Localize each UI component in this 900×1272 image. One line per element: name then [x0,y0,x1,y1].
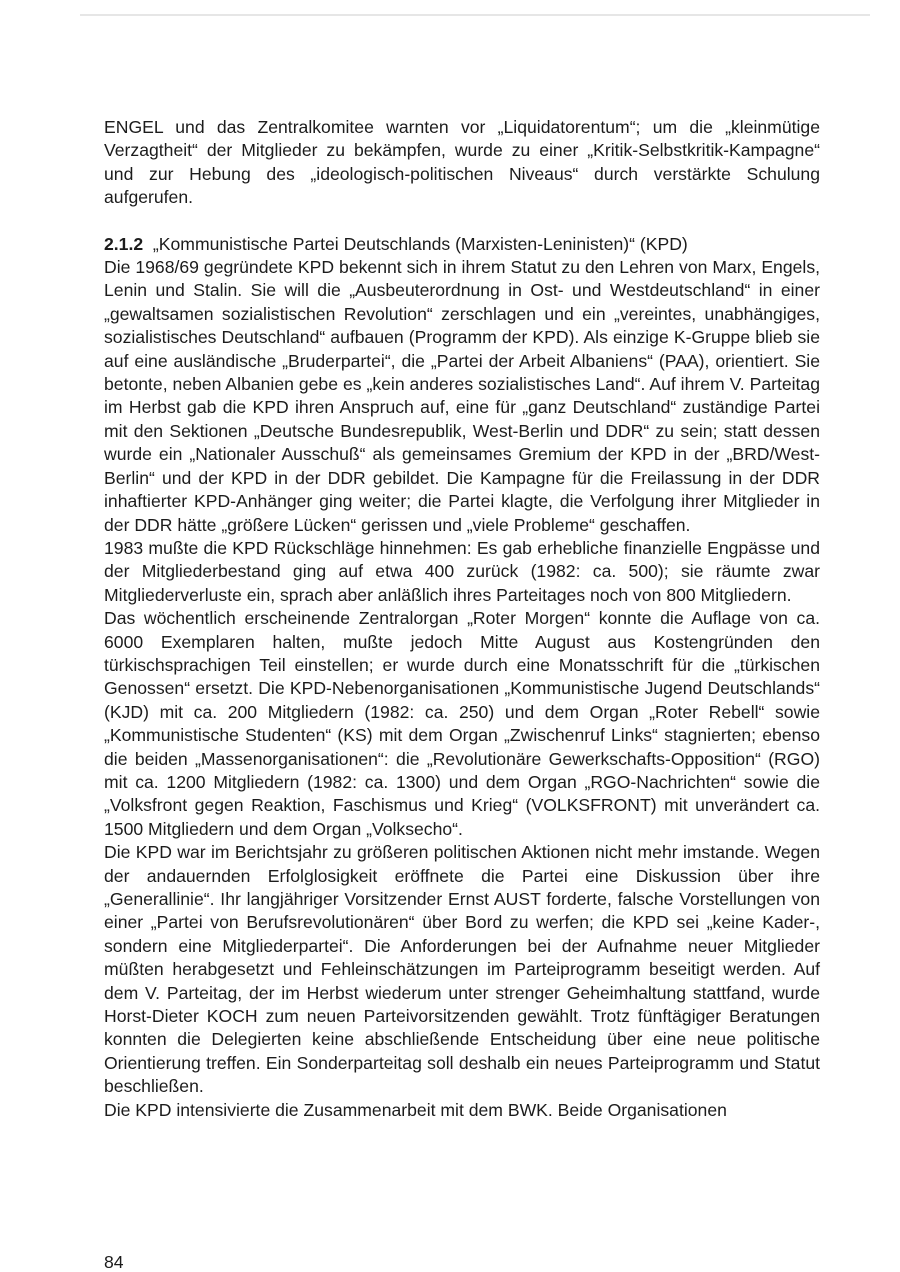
section-title: „Kommunistische Partei Deutschlands (Marxisten-Leninisten)“ (KPD) [152,233,688,254]
section-number: 2.1.2 [104,233,144,254]
page-body [104,116,820,1122]
scan-edge-rule [80,14,870,16]
body-paragraph: Die 1968/69 gegründete KPD bekennt sich in ihrem Statut zu den Lehren von Marx, Engels, Lenin und Stalin. Sie will die „Ausbeuterordnung in Ost- und Westdeutschland“ in einer „gewaltsamen sozialistischen Revolution“ zerschlagen und ein „vereintes, unabhängiges, sozialistisches Deutschland“ aufbauen (Programm der KPD). Als einzige K-Gruppe blieb sie auf eine ausländische „Bruderpartei“, die „Partei der Arbeit Albaniens“ (PAA), orientiert. Sie betonte, neben Albanien gebe es „kein anderes sozialistisches Land“. Auf ihrem V. Parteitag im Herbst gab die KPD ihren Anspruch auf, eine für „ganz Deutschland“ zuständige Partei mit den Sektionen „Deutsche Bundesrepublik, West-Berlin und DDR“ zu sein; statt dessen wurde ein „Nationaler Ausschuß“ als gemeinsames Gremium der KPD in der „BRD/West-Berlin“ und der KPD in der DDR gebildet. Die Kampagne für die Freilassung in der DDR inhaftierter KPD-Anhänger ging weiter; die Partei klagte, die Verfolgung ihrer Mitglieder in der DDR hätte „größere Lücken“ gerissen und „viele Probleme“ geschaffen. [104,257,820,535]
intro-paragraph: ENGEL und das Zentralkomitee warnten vor „Liquidatorentum“; um die „kleinmütige Verzagtheit“ der Mitglieder zu bekämpfen, wurde zu einer „Kritik-Selbstkritik-Kampagne“ und zur Hebung des „ideologisch-politischen Niveaus“ durch verstärkte Schulung aufgerufen. [104,117,820,208]
body-paragraph-continued: Die KPD intensivierte die Zusammenarbeit mit dem BWK. Beide Organisationen [104,1099,727,1120]
section-heading [104,233,820,256]
page-number: 84 [104,1252,124,1272]
body-paragraph: Die KPD war im Berichtsjahr zu größeren politischen Aktionen nicht mehr imstande. Wegen der andauernden Erfolglosigkeit eröffnete die Partei eine Diskussion über ihre „Generallinie“. Ihr langjähriger Vorsitzender Ernst AUST forderte, falsche Vorstellungen von einer „Partei von Berufsrevolutionären“ über Bord zu werfen; die KPD sei „keine Kader-, sondern eine Mitgliederpartei“. Die Anforderungen bei der Aufnahme neuer Mitglieder müßten herabgesetzt und Fehleinschätzungen im Parteiprogramm beseitigt werden. Auf dem V. Parteitag, der im Herbst wiederum unter strenger Geheimhaltung stattfand, wurde Horst-Dieter KOCH zum neuen Parteivorsitzenden gewählt. Trotz fünftägiger Beratungen konnten die Delegierten keine abschließende Entscheidung über eine neue politische Orientierung treffen. Ein Sonderparteitag soll deshalb ein neues Parteiprogramm und Statut beschließen. [104,842,820,1097]
section-spacer [104,210,820,233]
body-paragraph: Das wöchentlich erscheinende Zentralorgan „Roter Morgen“ konnte die Auflage von ca. 6000 Exemplaren halten, mußte jedoch Mitte August aus Kostengründen den türkischsprachigen Teil einstellen; er wurde durch eine Monatsschrift für die „türkischen Genossen“ ersetzt. Die KPD-Nebenorganisationen „Kommunistische Jugend Deutschlands“ (KJD) mit ca. 200 Mitgliedern (1982: ca. 250) und dem Organ „Roter Rebell“ sowie „Kommunistische Studenten“ (KS) mit dem Organ „Zwischenruf Links“ stagnierten; ebenso die beiden „Massenorganisationen“: die „Revolutionäre Gewerkschafts-Opposition“ (RGO) mit ca. 1200 Mitgliedern (1982: ca. 1300) und dem Organ „RGO-Nachrichten“ sowie die „Volksfront gegen Reaktion, Faschismus und Krieg“ (VOLKSFRONT) mit unverändert ca. 1500 Mitgliedern und dem Organ „Volksecho“. [104,608,820,839]
body-paragraph: 1983 mußte die KPD Rückschläge hinnehmen: Es gab erhebliche finanzielle Engpässe und der Mitgliederbestand ging auf etwa 400 zurück (1982: ca. 500); sie räumte zwar Mitgliederverluste ein, sprach aber anläßlich ihres Parteitages noch von 800 Mitgliedern. [104,537,820,605]
